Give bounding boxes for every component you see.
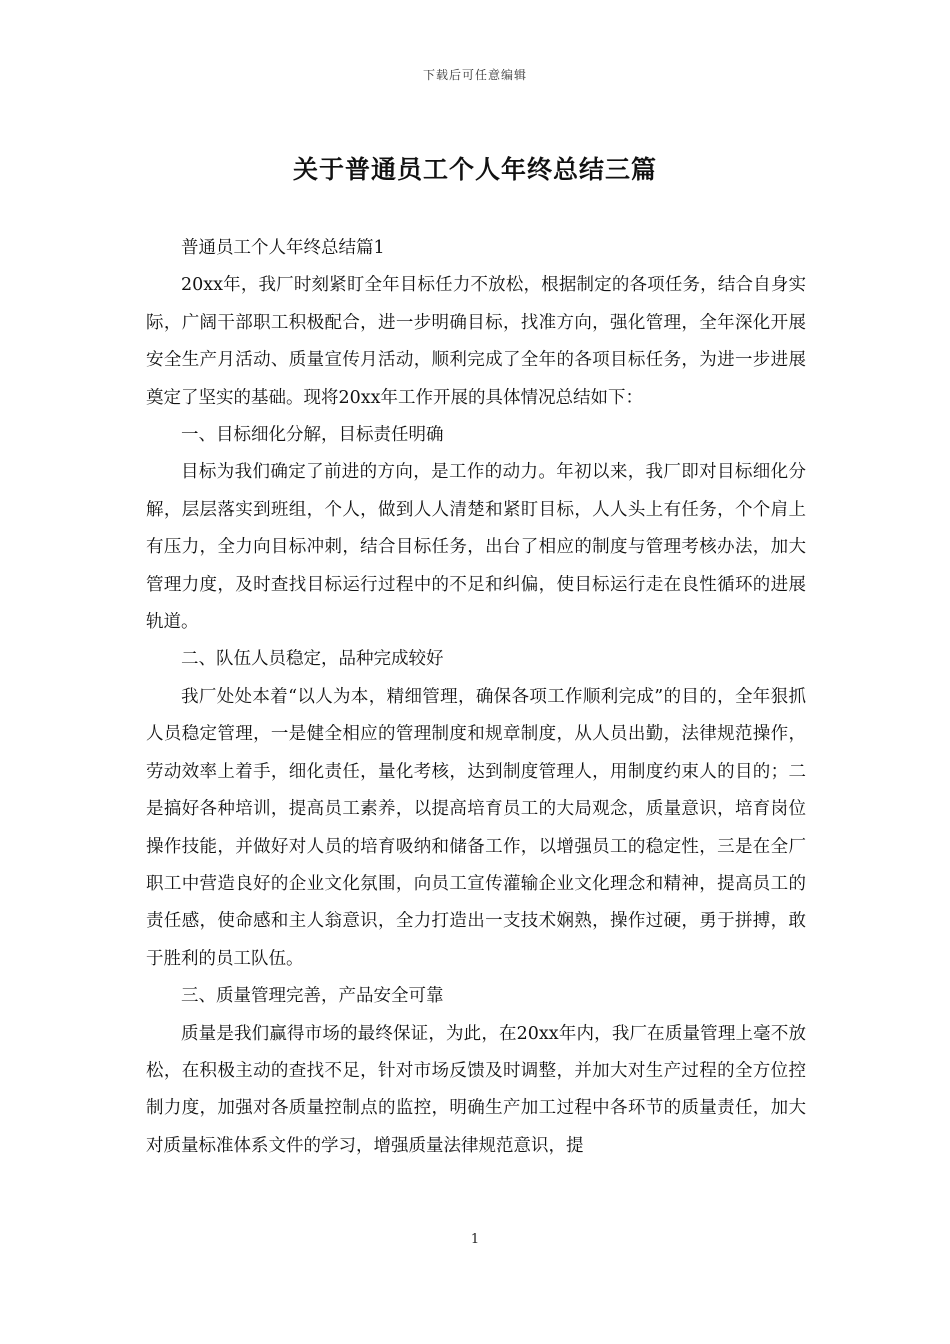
document-body (146, 230, 806, 1165)
subsection-heading: 二、队伍人员稳定，品种完成较好 (181, 649, 444, 670)
header-note: 下载后可任意编辑 (422, 68, 527, 82)
subsection-heading: 三、质量管理完善，产品安全可靠 (181, 986, 444, 1007)
paragraph: 目标为我们确定了前进的方向，是工作的动力。年初以来，我厂即对目标细化分解，层层落实到班组，个人，做到人人清楚和紧盯目标，人人头上有任务，个个肩上有压力，全力向目标冲刺，结合目标任务，出台了相应的制度与管理考核办法，加大管理力度，及时查找目标运行过程中的不足和纠偏，使目标运行走在良性循环的进展轨道。 (146, 462, 806, 633)
paragraph: 20xx年，我厂时刻紧盯全年目标任力不放松，根据制定的各项任务，结合自身实际，广阔干部职工积极配合，进一步明确目标，找准方向，强化管理，全年深化开展安全生产月活动、质量宣传月活动，顺利完成了全年的各项目标任务，为进一步进展奠定了坚实的基础。现将20xx年工作开展的具体情况总结如下： (146, 275, 806, 408)
paragraph: 我厂处处本着“以人为本，精细管理，确保各项工作顺利完成”的目的，全年狠抓人员稳定管理，一是健全相应的管理制度和规章制度，从人员出勤，法律规范操作，劳动效率上着手，细化责任，量化考核，达到制度管理人，用制度约束人的目的；二是搞好各种培训，提高员工素养，以提高培育员工的大局观念，质量意识，培育岗位操作技能，并做好对人员的培育吸纳和储备工作，以增强员工的稳定性，三是在全厂职工中营造良好的企业文化氛围，向员工宣传灌输企业文化理念和精神，提高员工的责任感，使命感和主人翁意识，全力打造出一支技术娴熟，操作过硬，勇于拼搏，敢于胜利的员工队伍。 (146, 686, 806, 969)
paragraph: 质量是我们赢得市场的最终保证，为此，在20xx年内，我厂在质量管理上毫不放松，在积极主动的查找不足，针对市场反馈及时调整，并加大对生产过程的全方位控制力度，加强对各质量控制点的监控，明确生产加工过程中各环节的质量责任，加大对质量标准体系文件的学习，增强质量法律规范意识，提 (146, 1023, 806, 1156)
document-title: 关于普通员工个人年终总结三篇 (292, 155, 657, 184)
section-heading: 普通员工个人年终总结篇1 (181, 238, 385, 258)
page-number: 1 (470, 1232, 480, 1247)
subsection-heading: 一、目标细化分解，目标责任明确 (181, 425, 444, 446)
